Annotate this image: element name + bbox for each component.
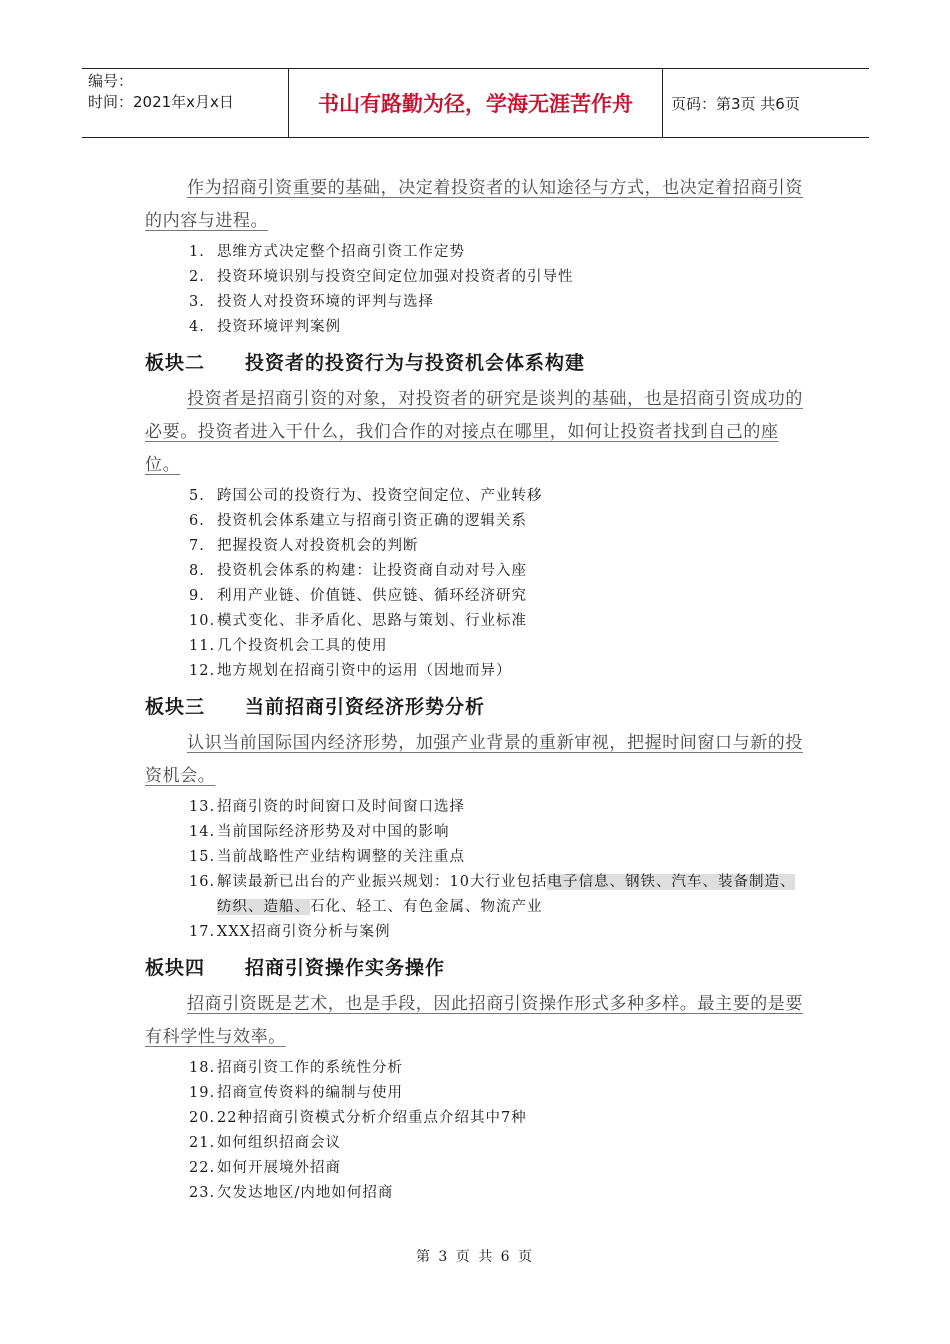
list-item: 20. 22种招商引资模式分析介绍重点介绍其中7种 [189, 1110, 527, 1126]
section-4-paragraph: 招商引资既是艺术，也是手段，因此招商引资操作形式多种多样。最主要的是要有科学性与效率。 [145, 994, 803, 1047]
list-item: 21. 如何组织招商会议 [189, 1135, 341, 1151]
section-title-4: 板块四 招商引资操作实务操作 [145, 957, 446, 979]
list-item: 14. 当前国际经济形势及对中国的影响 [189, 824, 450, 840]
intro-paragraph: 作为招商引资重要的基础，决定着投资者的认知途径与方式，也决定着招商引资的内容与进程。 [145, 178, 803, 231]
list-item: 19. 招商宣传资料的编制与使用 [189, 1085, 403, 1101]
highlighted-text: 电子信息、钢铁、汽车、装备制造、纺织、造船、 [217, 874, 796, 915]
list-item: 5. 跨国公司的投资行为、投资空间定位、产业转移 [189, 488, 543, 504]
page-header [82, 68, 869, 138]
section-3-list [145, 795, 805, 945]
list-item: 12. 地方规划在招商引资中的运用（因地而异） [189, 663, 512, 679]
list-item: 1. 思维方式决定整个招商引资工作定势 [189, 244, 465, 260]
section-4-list [145, 1056, 805, 1206]
time-label: 时间：2021年x月x日 [88, 93, 234, 111]
intro-list [145, 240, 805, 340]
list-item: 11. 几个投资机会工具的使用 [189, 638, 388, 654]
list-item: 18. 招商引资工作的系统性分析 [189, 1060, 403, 1076]
section-title-3: 板块三 当前招商引资经济形势分析 [145, 696, 486, 718]
list-item: 3. 投资人对投资环境的评判与选择 [189, 294, 434, 310]
list-item: 16. 解读最新已出台的产业振兴规划：10大行业包括电子信息、钢铁、汽车、装备制造、纺织、造船、石化、轻工、有色金属、物流产业 [189, 874, 796, 915]
list-item: 2. 投资环境识别与投资空间定位加强对投资者的引导性 [189, 269, 574, 285]
page-footer: 第 3 页 共 6 页 [415, 1249, 535, 1265]
list-item: 15. 当前战略性产业结构调整的关注重点 [189, 849, 465, 865]
list-item: 8. 投资机会体系的构建：让投资商自动对号入座 [189, 563, 527, 579]
header-meta [82, 69, 289, 137]
section-2-paragraph: 投资者是招商引资的对象，对投资者的研究是谈判的基础，也是招商引资成功的必要。投资者进入干什么，我们合作的对接点在哪里，如何让投资者找到自己的座位。 [145, 389, 803, 475]
section-2-list [145, 484, 805, 684]
number-label: 编号： [88, 72, 134, 90]
header-motto: 书山有路勤为径，学海无涯苦作舟 [289, 69, 663, 137]
list-item: 4. 投资环境评判案例 [189, 319, 341, 335]
section-3-paragraph: 认识当前国际国内经济形势，加强产业背景的重新审视，把握时间窗口与新的投资机会。 [145, 733, 803, 786]
list-item: 9. 利用产业链、价值链、供应链、循环经济研究 [189, 588, 527, 604]
header-page-label: 页码：第3页 共6页 [671, 94, 800, 113]
list-item: 7. 把握投资人对投资机会的判断 [189, 538, 419, 554]
list-item: 13. 招商引资的时间窗口及时间窗口选择 [189, 799, 465, 815]
list-item: 10. 模式变化、非矛盾化、思路与策划、行业标准 [189, 613, 527, 629]
list-item: 22. 如何开展境外招商 [189, 1160, 341, 1176]
list-item: 17. XXX招商引资分析与案例 [189, 924, 391, 940]
list-item: 6. 投资机会体系建立与招商引资正确的逻辑关系 [189, 513, 527, 529]
document-body [145, 172, 805, 1212]
section-title-2: 板块二 投资者的投资行为与投资机会体系构建 [145, 352, 586, 374]
list-item: 23. 欠发达地区/内地如何招商 [189, 1185, 394, 1201]
